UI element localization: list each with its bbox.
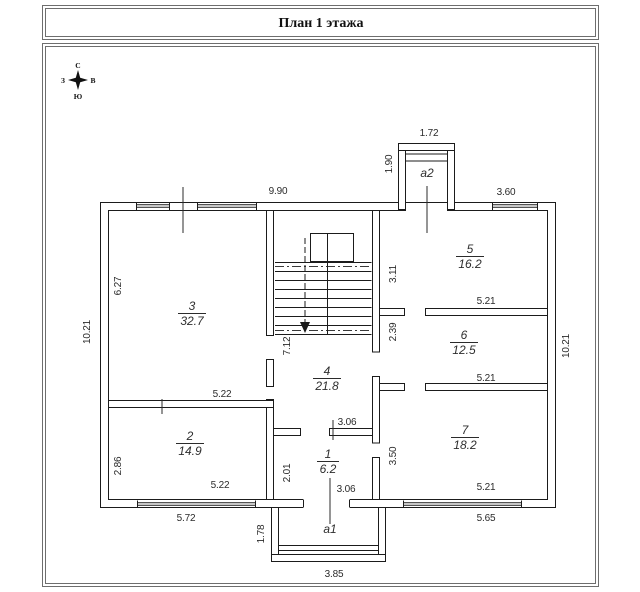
compass-rose [61,61,95,101]
dim-room1-width: 3.06 [336,484,356,495]
room7-number: 7 [461,423,469,437]
wall-segment [448,144,455,210]
wall-segment [426,384,548,391]
dim-room6-width: 5.21 [476,373,496,384]
room4-area: 21.8 [315,379,339,393]
wall-segment [267,360,274,387]
room4-number: 4 [323,364,331,378]
dim-room7-height: 3.50 [388,446,399,466]
dim-room1-height: 2.01 [282,463,293,483]
room6-area: 12.5 [452,343,476,357]
wall-segment [272,555,386,562]
stair-down-arrow-icon [300,322,310,333]
dim-porch1-height: 1.78 [256,524,267,544]
wall-segment [399,144,406,210]
dim-hall-height: 7.12 [282,336,293,356]
wall-segment [379,508,386,562]
dim-bottom-right-width: 5.65 [476,513,496,524]
compass-star-icon [68,70,88,90]
room1-number: 1 [324,447,332,461]
dim-room2-width: 5.22 [210,480,230,491]
wall-segment [373,458,380,500]
wall-segment [109,401,274,408]
wall-segment [399,144,455,151]
porch-a1-label: a1 [323,522,337,536]
room1-area: 6.2 [319,462,337,476]
dim-porch2-height: 1.90 [384,154,395,174]
dim-top-right-width: 3.60 [496,187,516,198]
wall-segment [330,429,373,436]
wall-segment [274,429,301,436]
room5-area: 16.2 [458,257,482,271]
compass-east-label: В [90,76,96,85]
door-opening [303,499,350,509]
dim-right-height: 10.21 [561,333,572,359]
wall-segment [380,309,405,316]
room7-area: 18.2 [453,438,477,452]
dim-room4-width: 3.06 [337,417,357,428]
compass-north-label: С [75,61,81,70]
dim-room5-height: 3.11 [388,265,399,283]
room5-number: 5 [466,242,474,256]
wall-segment [426,309,548,316]
room6-number: 6 [460,328,468,342]
dim-porch2-width: 1.72 [419,128,439,139]
dim-bottom-left-width: 5.72 [176,513,196,524]
wall-segment [267,400,274,500]
dimension-ticks [162,186,427,524]
dim-room6-height: 2.39 [388,322,399,342]
dimension-labels [82,128,572,580]
room3-number: 3 [188,299,196,313]
room2-area: 14.9 [178,444,202,458]
porch-a2-label: a2 [420,166,434,180]
compass-south-label: Ю [73,92,83,101]
room2-number: 2 [186,429,194,443]
dim-room2-height: 2.86 [113,456,124,476]
room3-area: 32.7 [180,314,204,328]
stair-landing [311,234,354,262]
dim-room3-width: 5.22 [212,389,232,400]
wall-segment [380,384,405,391]
wall-segment [272,508,279,562]
compass-west-label: З [61,76,65,85]
dim-top-left-width: 9.90 [268,186,288,197]
dim-room5-width: 5.21 [476,296,496,307]
wall-segment [267,211,274,336]
staircase [275,234,372,335]
wall-segment [373,377,380,444]
dim-room3-height: 6.27 [113,276,124,296]
dim-porch1-width: 3.85 [324,569,344,580]
wall-segment [373,211,380,353]
page-title: План 1 этажа [278,16,364,31]
dim-room7-width: 5.21 [476,482,496,493]
dim-left-height: 10.21 [82,319,93,345]
